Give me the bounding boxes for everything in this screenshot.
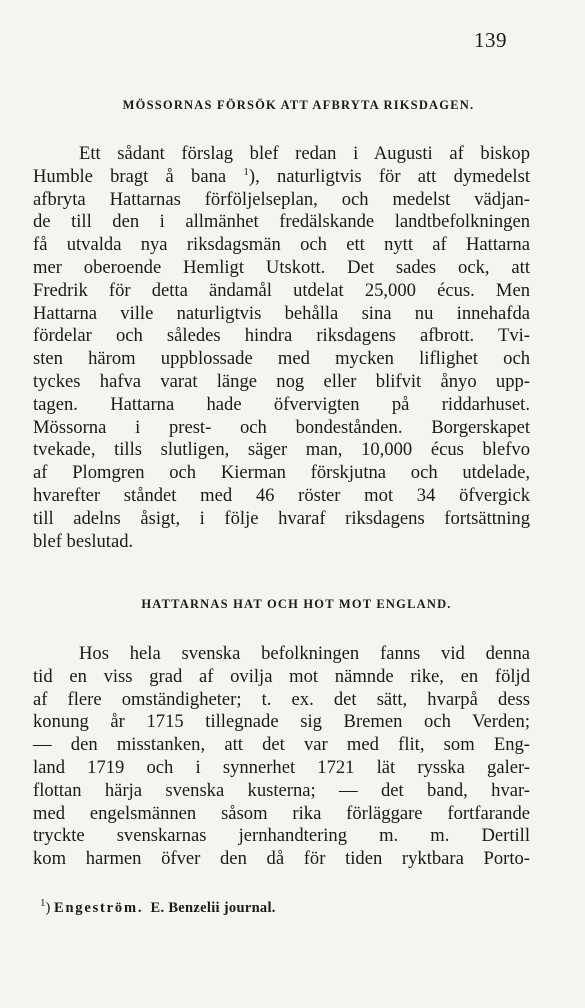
text-line: tid en viss grad af ovilja mot nämnde rike, en följd	[33, 665, 530, 687]
section-heading-hattarnas: HATTARNAS HAT OCH HOT MOT ENGLAND.	[141, 597, 452, 611]
text-line: land 1719 och i synnerhet 1721 lät rysska galer-	[33, 756, 530, 778]
text-line: mer oberoende Hemligt Utskott. Det sades ock, att	[33, 256, 530, 278]
text-line: hvarefter ståndet med 46 röster mot 34 öfvergick	[33, 484, 530, 506]
text-line: tyckes hafva varat länge nog eller blifvit ånyo upp-	[33, 370, 530, 392]
text-line: Mössorna i prest- och bondestånden. Borgerskapet	[33, 416, 530, 438]
text-segment: Humble bragt å bana	[33, 165, 227, 187]
text-line: af Plomgren och Kierman förskjutna och utdelade,	[33, 462, 530, 484]
text-line: få utvalda nya riksdagsmän och ett nytt af Hattarna	[33, 234, 530, 256]
text-line: tryckte svenskarnas jernhandtering m. m. Dertill	[33, 825, 530, 847]
text-line: tvekade, tills slutligen, säger man, 10,000 écus blefvo	[33, 439, 530, 461]
paragraph-hos-hela	[33, 643, 530, 871]
text-line: Fredrik för detta ändamål utdelat 25,000 écus. Men	[33, 279, 530, 301]
text-line: — den misstanken, att det var med flit, som Eng-	[33, 734, 530, 756]
text-line: konung år 1715 tillegnade sig Bremen och Verden;	[33, 711, 530, 733]
text-line: tagen. Hattarna hade öfvervigten på riddarhuset.	[33, 393, 530, 415]
text-line: Hos hela svenska befolkningen fanns vid denna	[79, 643, 530, 664]
footnote-author: Engeström.	[53, 900, 144, 916]
text-line: Hattarna ville naturligtvis behålla sina nu innehafda	[33, 302, 530, 324]
text-line: Ett sådant förslag blef redan i Augusti af biskop	[79, 143, 530, 164]
section-heading-mossornas: MÖSSORNAS FÖRSÖK ATT AFBRYTA RIKSDAGEN.	[122, 98, 475, 112]
text-line: fördelar och således hindra riksdagens afbrott. Tvi-	[33, 325, 530, 347]
footnote-ref: 1	[243, 165, 249, 178]
text-line: med engelsmännen såsom rika förläggare fortfarande	[33, 802, 530, 824]
text-line-with-footnote	[33, 166, 530, 189]
paragraph-forslag	[33, 143, 530, 553]
footnote-marker: 1	[40, 897, 46, 910]
text-line: till adelns åsigt, i följe hvaraf riksdagens fortsättning	[33, 507, 530, 529]
footnote: $^1$) Engeström. E. Benzelii journal.	[40, 897, 276, 916]
text-line: afbryta Hattarnas förföljelseplan, och medelst vädjan-	[33, 188, 530, 210]
footnote-source: E. Benzelii journal.	[150, 900, 276, 916]
text-line: blef beslutad.	[33, 530, 134, 552]
text-segment: ), naturligtvis för att dymedelst	[248, 165, 531, 187]
text-line: kom harmen öfver den då för tiden ryktbara Porto-	[33, 848, 530, 870]
text-line: af flere omständigheter; t. ex. det sätt, hvarpå dess	[33, 688, 530, 710]
text-line: flottan härja svenska kusterna; — det band, hvar-	[33, 779, 530, 801]
page-number: 139	[474, 28, 507, 52]
text-line: de till den i allmänhet fredälskande landtbefolkningen	[33, 211, 530, 233]
text-line: sten härom uppblossade med mycken liflighet och	[33, 348, 530, 370]
